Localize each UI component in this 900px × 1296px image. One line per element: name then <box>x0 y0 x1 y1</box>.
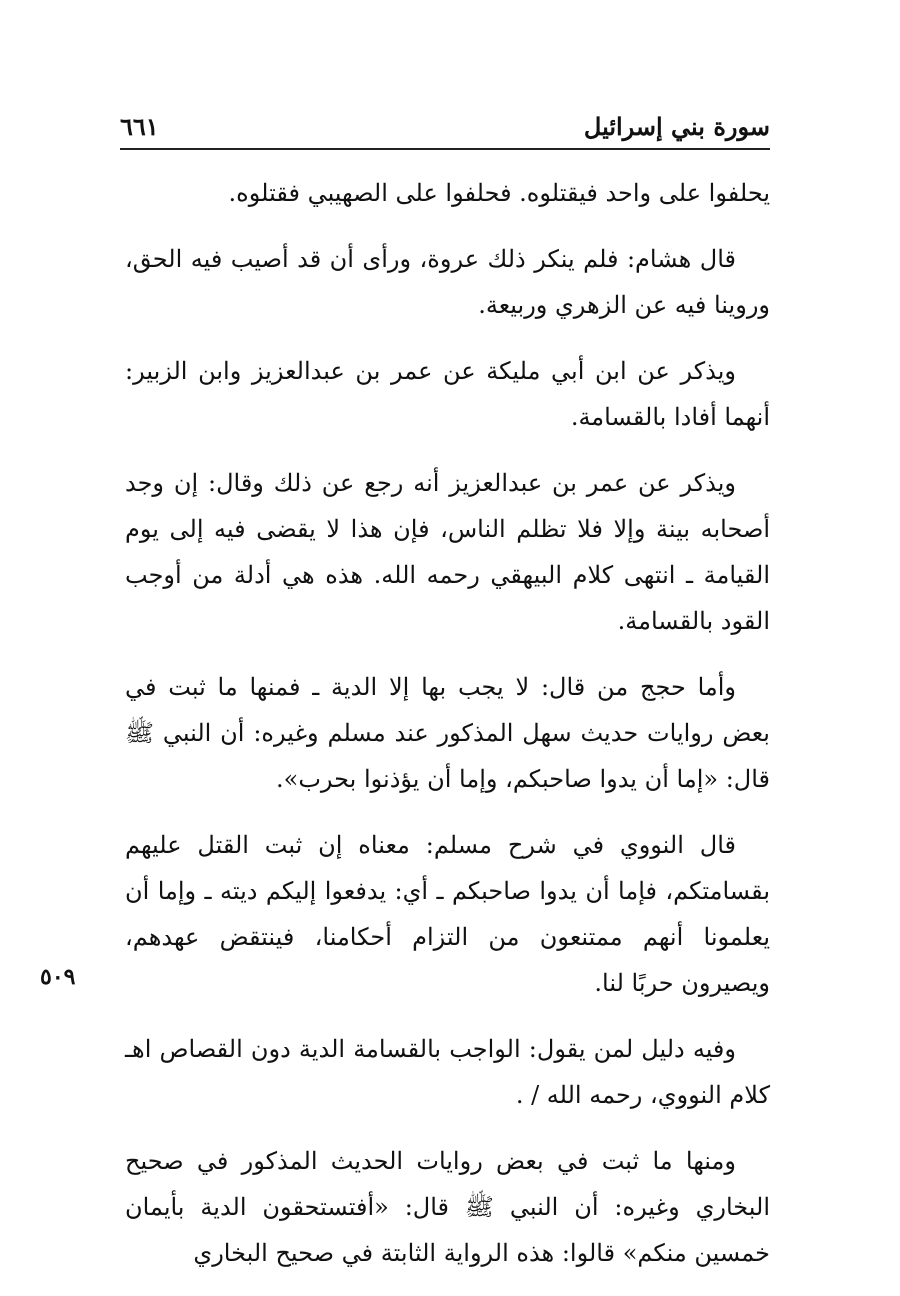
page-number: ٦٦١ <box>120 112 159 141</box>
paragraph: وأما حجج من قال: لا يجب بها إلا الدية ـ فمنها ما ثبت في بعض روايات حديث سهل المذكور عند مسلم وغيره: أن النبي ﷺ قال: «إما أن يدوا صاحبكم، وإما أن يؤذنوا بحرب». <box>125 673 770 793</box>
running-title: سورة بني إسرائيل <box>583 112 770 141</box>
body-text <box>125 170 770 1296</box>
paragraph: قال النووي في شرح مسلم: معناه إن ثبت القتل عليهم بقسامتكم، فإما أن يدوا صاحبكم ـ أي: يدفعوا إليكم ديته ـ وإما أن يعلمونا أنهم ممتنعون من التزام أحكامنا، فينتقض عهدهم، ويصيرون حربًا لنا. <box>125 831 770 997</box>
paragraph: قال هشام: فلم ينكر ذلك عروة، ورأى أن قد أصيب فيه الحق، وروينا فيه عن الزهري وربيعة. <box>125 245 770 319</box>
paragraph: يحلفوا على واحد فيقتلوه. فحلفوا على الصهيبي فقتلوه. <box>228 179 770 207</box>
margin-page-reference: ٥٠٩ <box>40 964 76 990</box>
page-header <box>120 110 770 150</box>
paragraph: ويذكر عن عمر بن عبدالعزيز أنه رجع عن ذلك وقال: إن وجد أصحابه بينة وإلا فلا تظلم الناس، فإن هذا لا يقضى فيه إلى يوم القيامة ـ انتهى كلام البيهقي رحمه الله. هذه هي أدلة من أوجب القود بالقسامة. <box>125 469 770 635</box>
paragraph: ويذكر عن ابن أبي مليكة عن عمر بن عبدالعزيز وابن الزبير: أنهما أفادا بالقسامة. <box>125 357 770 431</box>
paragraph: وفيه دليل لمن يقول: الواجب بالقسامة الدية دون القصاص اهـ كلام النووي، رحمه الله / . <box>125 1035 770 1109</box>
paragraph: ومنها ما ثبت في بعض روايات الحديث المذكور في صحيح البخاري وغيره: أن النبي ﷺ قال: «أفتستحقون الدية بأيمان خمسين منكم» قالوا: هذه الرواية الثابتة في صحيح البخاري <box>125 1147 770 1267</box>
